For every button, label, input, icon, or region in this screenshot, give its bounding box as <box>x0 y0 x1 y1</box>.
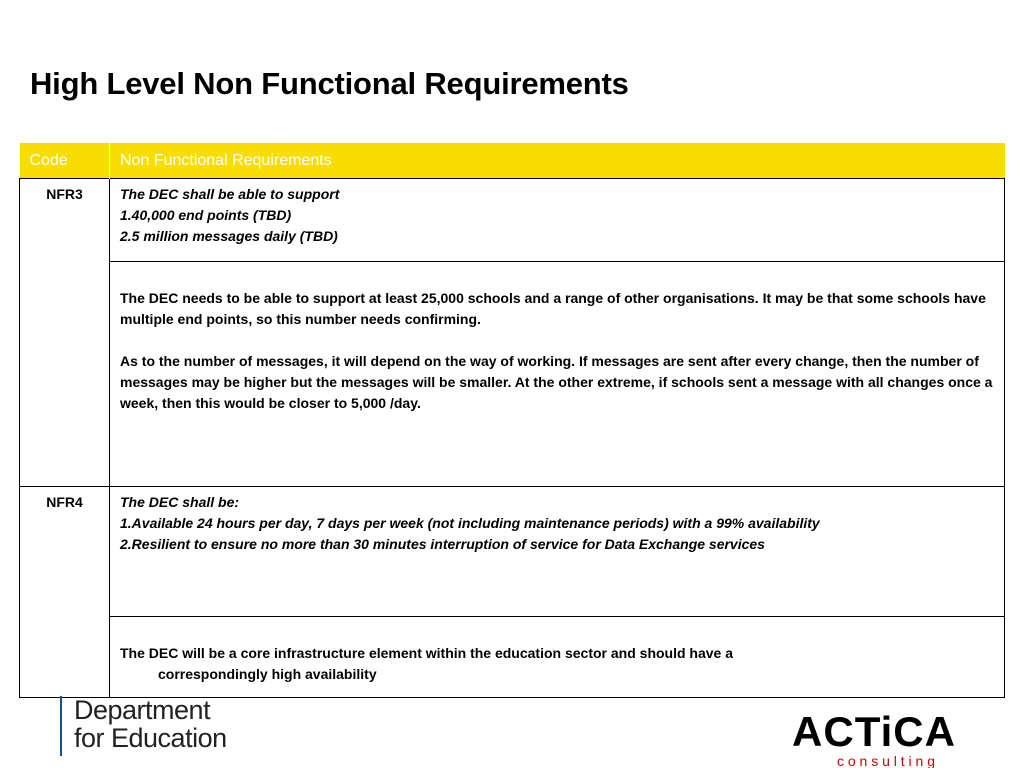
nfr3-spec-line: 1.40,000 end points (TBD) <box>120 207 292 223</box>
actica-consulting-logo <box>754 706 994 768</box>
nfr4-code: NFR4 <box>20 487 110 698</box>
dfe-logo-line1: Department <box>74 695 211 725</box>
dfe-logo-line2: for Education <box>74 723 227 753</box>
nfr3-spec-line: 2.5 million messages daily (TBD) <box>120 228 338 244</box>
nfr4-spec-line: 1.Available 24 hours per day, 7 days per week (not including maintenance periods) with a 99% availability <box>120 515 820 531</box>
nfr3-notes <box>110 262 1005 487</box>
department-for-education-logo <box>60 696 227 756</box>
table-row-nfr4-spec <box>20 487 1005 617</box>
actica-logo-wordmark: ACTiCA <box>792 708 956 755</box>
table-row-nfr3-spec <box>20 179 1005 262</box>
nfr3-spec-line: The DEC shall be able to support <box>120 186 340 202</box>
page-title: High Level Non Functional Requirements <box>30 66 629 101</box>
nfr3-note-paragraph: As to the number of messages, it will depend on the way of working. If messages are sent after every change, then the number of messages may be higher but the messages will be smaller. At the other extreme, if schools sent a message with all changes once a week, then this would be closer to 5,000 /day. <box>120 353 993 411</box>
nfr3-spec <box>110 179 1005 262</box>
header-code: Code <box>20 143 110 179</box>
table-row-nfr4-notes <box>20 617 1005 698</box>
nfr4-note-continuation: correspondingly high availability <box>158 666 377 682</box>
table-row-nfr3-notes <box>20 262 1005 487</box>
nfr3-note-paragraph: The DEC needs to be able to support at least 25,000 schools and a range of other organisations. It may be that some schools have multiple end points, so this number needs confirming. <box>120 290 986 327</box>
table-header-row <box>20 143 1005 179</box>
nfr4-spec-line: 2.Resilient to ensure no more than 30 minutes interruption of service for Data Exchange services <box>120 536 765 552</box>
actica-logo-subtitle: c o n s u l t i n g <box>836 753 936 768</box>
nfr4-spec <box>110 487 1005 617</box>
nfr3-code: NFR3 <box>20 179 110 487</box>
nfr4-notes <box>110 617 1005 698</box>
requirements-table <box>19 143 1005 698</box>
header-requirements: Non Functional Requirements <box>110 143 1005 179</box>
nfr4-note-line: The DEC will be a core infrastructure element within the education sector and should have a <box>120 645 734 661</box>
nfr4-spec-line: The DEC shall be: <box>120 494 240 510</box>
